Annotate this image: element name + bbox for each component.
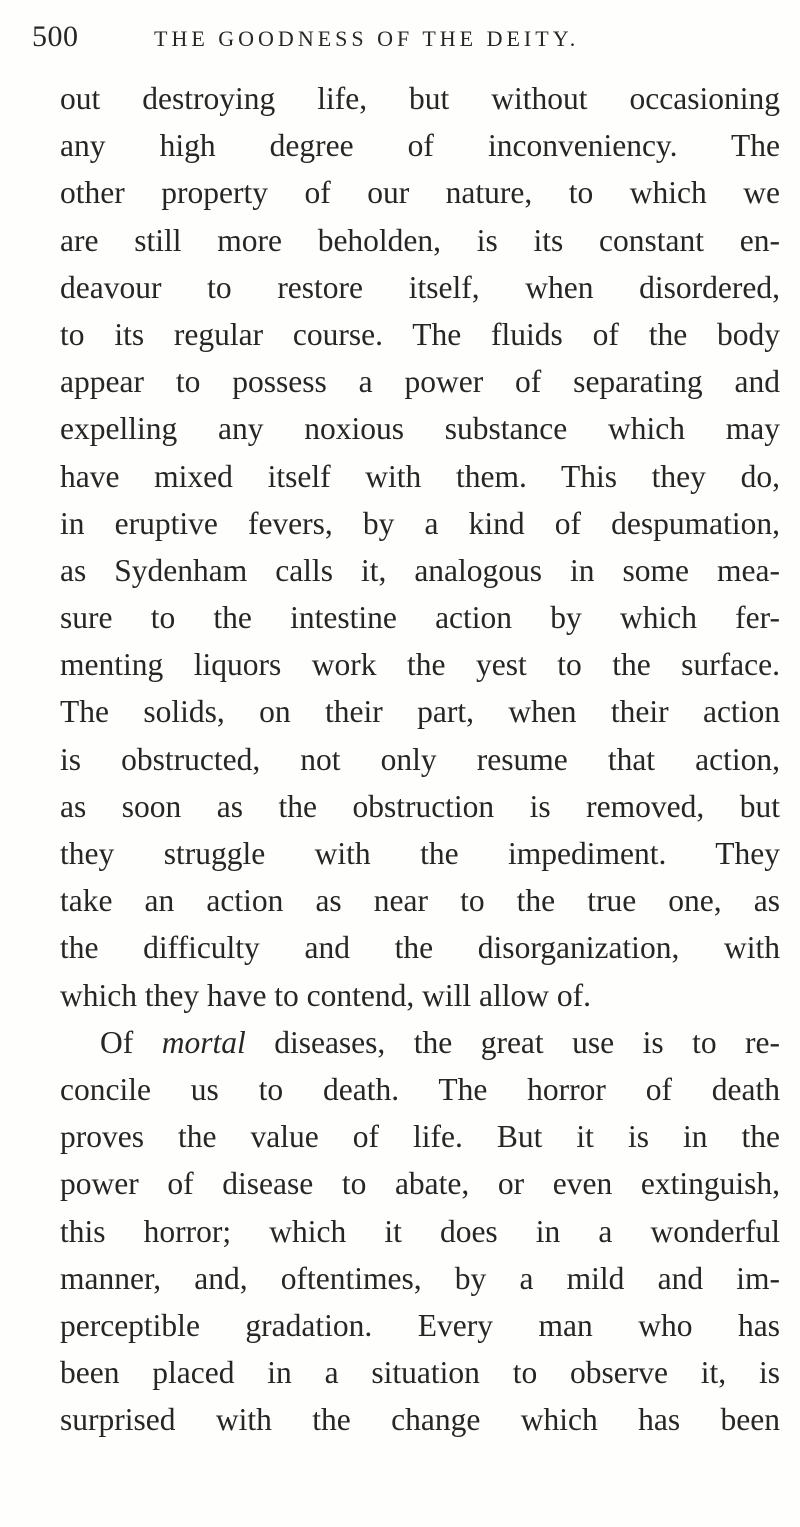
text-line: power of disease to abate, or even extinguish, [60, 1166, 780, 1202]
text-line: any high degree of inconveniency. The [60, 128, 780, 164]
text-line: perceptible gradation. Every man who has [60, 1307, 780, 1343]
text-line: proves the value of life. But it is in the [60, 1119, 780, 1155]
text-line: this horror; which it does in a wonderful [60, 1213, 780, 1249]
text-line: the difficulty and the disorganization, with [60, 930, 780, 966]
paragraph-opening-line [60, 1019, 780, 1066]
text-line: are still more beholden, is its constant en- [60, 222, 780, 258]
text-line: as soon as the obstruction is removed, but [60, 788, 780, 824]
text-line: out destroying life, but without occasioning [60, 81, 780, 116]
text-line: been placed in a situation to observe it, is [60, 1355, 780, 1391]
body-text [60, 75, 780, 1443]
text-line: they struggle with the impediment. They [60, 836, 780, 871]
text-line: appear to possess a power of separating and [60, 364, 780, 400]
running-head [32, 8, 732, 53]
text-line: The solids, on their part, when their action [60, 694, 780, 730]
page-number: 500 [32, 20, 79, 53]
text-line: surprised with the change which has been [60, 1402, 780, 1438]
text-line: expelling any noxious substance which may [60, 411, 780, 447]
text-line: deavour to restore itself, when disordered, [60, 269, 780, 305]
text-line: is obstructed, not only resume that action, [60, 741, 780, 777]
emphasis-word: mortal [161, 1024, 246, 1060]
paragraph-lead-rest: diseases, the great use is to re- [245, 1024, 780, 1060]
text-line: have mixed itself with them. This they do, [60, 458, 780, 494]
text-line: manner, and, oftentimes, by a mild and im- [60, 1260, 780, 1296]
text-line: which they have to contend, will allow of. [60, 977, 591, 1013]
text-line: sure to the intestine action by which fer- [60, 600, 780, 636]
paragraph-lead: Of [100, 1024, 162, 1060]
text-line: to its regular course. The fluids of the body [60, 316, 780, 352]
text-line: menting liquors work the yest to the surface. [60, 647, 780, 683]
text-line: as Sydenham calls it, analogous in some mea- [60, 552, 780, 588]
text-line: concile us to death. The horror of death [60, 1071, 780, 1107]
running-title: THE GOODNESS OF THE DEITY. [154, 26, 580, 51]
text-line: take an action as near to the true one, as [60, 883, 780, 919]
text-line: other property of our nature, to which we [60, 175, 780, 211]
text-line: in eruptive fevers, by a kind of despumation, [60, 505, 780, 541]
